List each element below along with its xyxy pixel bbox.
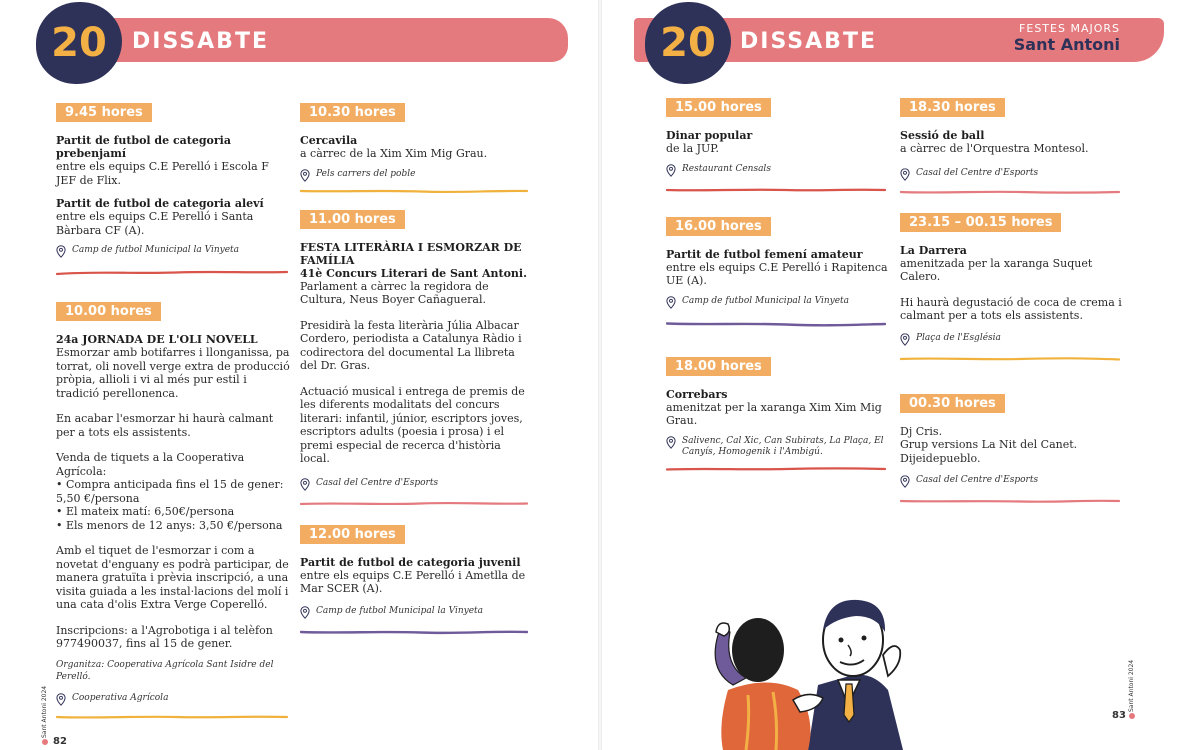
time-tag: 18.00 hores <box>666 357 771 376</box>
time-tag: 16.00 hores <box>666 217 771 236</box>
location-pin-icon <box>900 333 910 346</box>
time-tag: 00.30 hores <box>900 394 1005 413</box>
location: Salivenc, Cal Xic, Can Subirats, La Plaça, El Canyís, Homogenik i l'Ambigú. <box>666 436 888 458</box>
event-text: de la JUP. <box>666 142 719 155</box>
time-tag: 11.00 hores <box>300 210 405 229</box>
divider-wave <box>300 629 528 635</box>
location-pin-icon <box>300 478 310 491</box>
right-col-1 <box>666 96 888 472</box>
location-pin-icon <box>300 169 310 182</box>
location: Restaurant Censals <box>666 164 888 177</box>
event-text: Esmorzar amb botifarres i llonganissa, pa torrat, oli novell verge extra de producció pròpia, allioli i vi al més pur estil i tradició perellonenca. <box>56 346 290 400</box>
ticket-item: • Els menors de 12 anys: 3,50 €/persona <box>56 518 283 532</box>
event-title: 24a JORNADA DE L'OLI NOVELL <box>56 333 258 346</box>
location: Camp de futbol Municipal la Vinyeta <box>300 606 532 619</box>
location: Camp de futbol Municipal la Vinyeta <box>56 245 292 258</box>
location-pin-icon <box>300 606 310 619</box>
event-subtitle: 41è Concurs Literari de Sant Antoni. <box>300 266 527 280</box>
time-tag: 9.45 hores <box>56 103 152 122</box>
event-text: entre els equips C.E Perelló i Escola F JEF de Flix. <box>56 160 269 187</box>
time-tag: 10.30 hores <box>300 103 405 122</box>
location: Casal del Centre d'Esports <box>300 478 532 491</box>
time-tag: 12.00 hores <box>300 525 405 544</box>
event-text: entre els equips C.E Perelló i Santa Bàrbara CF (A). <box>56 210 254 237</box>
page-number: 83 <box>1112 710 1126 721</box>
logo-top-text: FESTES MAJORS <box>1019 22 1120 35</box>
location-pin-icon <box>666 296 676 309</box>
time-tag: 10.00 hores <box>56 302 161 321</box>
location: Camp de futbol Municipal la Vinyeta <box>666 296 888 309</box>
event-title: La Darrera <box>900 243 967 257</box>
event-title: Partit de futbol de categoria aleví <box>56 197 264 210</box>
organizer-note: Organitza: Cooperativa Agrícola Sant Isidre del Perelló. <box>56 659 274 682</box>
event-text: amenitzada per la xaranga Suquet Calero. <box>900 256 1093 283</box>
location-pin-icon <box>900 168 910 181</box>
location: Pels carrers del poble <box>300 169 532 182</box>
event-title: Partit de futbol de categoria juvenil <box>300 555 521 569</box>
dancing-couple-illustration <box>688 580 923 750</box>
page-dot <box>42 739 48 745</box>
event-title: Cercavila <box>300 134 358 147</box>
location-pin-icon <box>56 693 66 706</box>
day-name: DISSABTE <box>132 29 269 54</box>
event-text: amenitzat per la xaranga Xim Xim Mig Grau. <box>666 400 882 427</box>
left-col-2 <box>300 101 532 635</box>
location: Plaça de l'Església <box>900 333 1122 346</box>
page-dot <box>1129 713 1135 719</box>
event-text: entre els equips C.E Perelló i Rapitenca UE (A). <box>666 260 888 287</box>
event-title: Dinar popular <box>666 129 753 142</box>
right-col-2 <box>900 96 1122 504</box>
event-line: Dj Cris. <box>900 424 943 438</box>
event-line: Dijeidepueblo. <box>900 451 981 465</box>
vertical-label: Sant Antoni 2024 <box>41 685 48 738</box>
event-title: Partit de futbol femení amateur <box>666 247 863 261</box>
location-pin-icon <box>666 164 676 177</box>
time-tag: 15.00 hores <box>666 98 771 117</box>
ticket-item: • El mateix matí: 6,50€/persona <box>56 505 235 518</box>
event-text: a càrrec de l'Orquestra Montesol. <box>900 142 1089 155</box>
event-text: Inscripcions: a l'Agrobotiga i al telèfon 977490037, fins al 15 de gener. <box>56 623 273 650</box>
date-badge: 20 <box>36 2 122 84</box>
time-tag: 23.15 – 00.15 hores <box>900 213 1061 232</box>
event-text: entre els equips C.E Perelló i Ametlla de Mar SCER (A). <box>300 568 526 595</box>
right-page <box>600 0 1200 750</box>
location: Casal del Centre d'Esports <box>900 475 1122 488</box>
event-text: Hi haurà degustació de coca de crema i calmant per a tots els assistents. <box>900 295 1122 322</box>
event-title: FESTA LITERÀRIA I ESMORZAR DE FAMÍLIA <box>300 240 522 267</box>
vertical-label: Sant Antoni 2024 <box>1128 659 1135 712</box>
divider-wave <box>666 466 886 472</box>
location-pin-icon <box>666 436 676 449</box>
divider-wave <box>56 714 288 720</box>
event-line: Grup versions La Nit del Canet. <box>900 438 1078 451</box>
event-title: Partit de futbol de categoria prebenjamí <box>56 134 231 160</box>
day-name: DISSABTE <box>740 29 877 54</box>
event-text: a càrrec de la Xim Xim Mig Grau. <box>300 147 488 160</box>
event-text: Presidirà la festa literària Júlia Albacar Cordero, periodista a Catalunya Ràdio i codirectora del documental La llibreta del Dr. Gras. <box>300 318 522 372</box>
ticket-item: • Compra anticipada fins el 15 de gener: 5,50 €/persona <box>56 478 284 505</box>
tickets-intro: Venda de tiquets a la Cooperativa Agrícola: <box>56 451 245 478</box>
event-text: Parlament a càrrec la regidora de Cultura, Neus Boyer Cañagueral. <box>300 279 489 306</box>
location: Casal del Centre d'Esports <box>900 168 1122 181</box>
left-col-1 <box>56 101 292 720</box>
event-text: Actuació musical i entrega de premis de les diferents modalitats del concurs literari: infantil, júnior, escriptors joves, escriptors adults (poesia i prosa) i el premi especial de recerca d'història local. <box>300 384 525 465</box>
page-number: 82 <box>53 736 67 747</box>
date-badge: 20 <box>645 2 731 84</box>
event-text: En acabar l'esmorzar hi haurà calmant per a tots els assistents. <box>56 412 274 439</box>
divider-wave <box>900 498 1120 504</box>
logo-bottom-text: Sant Antoni <box>1013 35 1120 54</box>
event-title: Correbars <box>666 387 728 401</box>
location: Cooperativa Agrícola <box>56 693 292 706</box>
event-text: Amb el tiquet de l'esmorzar i com a novetat d'enguany es podrà participar, de manera gratuïta i prèvia inscripció, a una visita guiada a les instal·lacions del molí i una cata d'olis Extra Verge Coperelló. <box>56 544 289 611</box>
location-pin-icon <box>900 475 910 488</box>
event-title: Sessió de ball <box>900 129 985 142</box>
location-pin-icon <box>56 245 66 258</box>
festes-majors-logo <box>1000 22 1120 54</box>
time-tag: 18.30 hores <box>900 98 1005 117</box>
